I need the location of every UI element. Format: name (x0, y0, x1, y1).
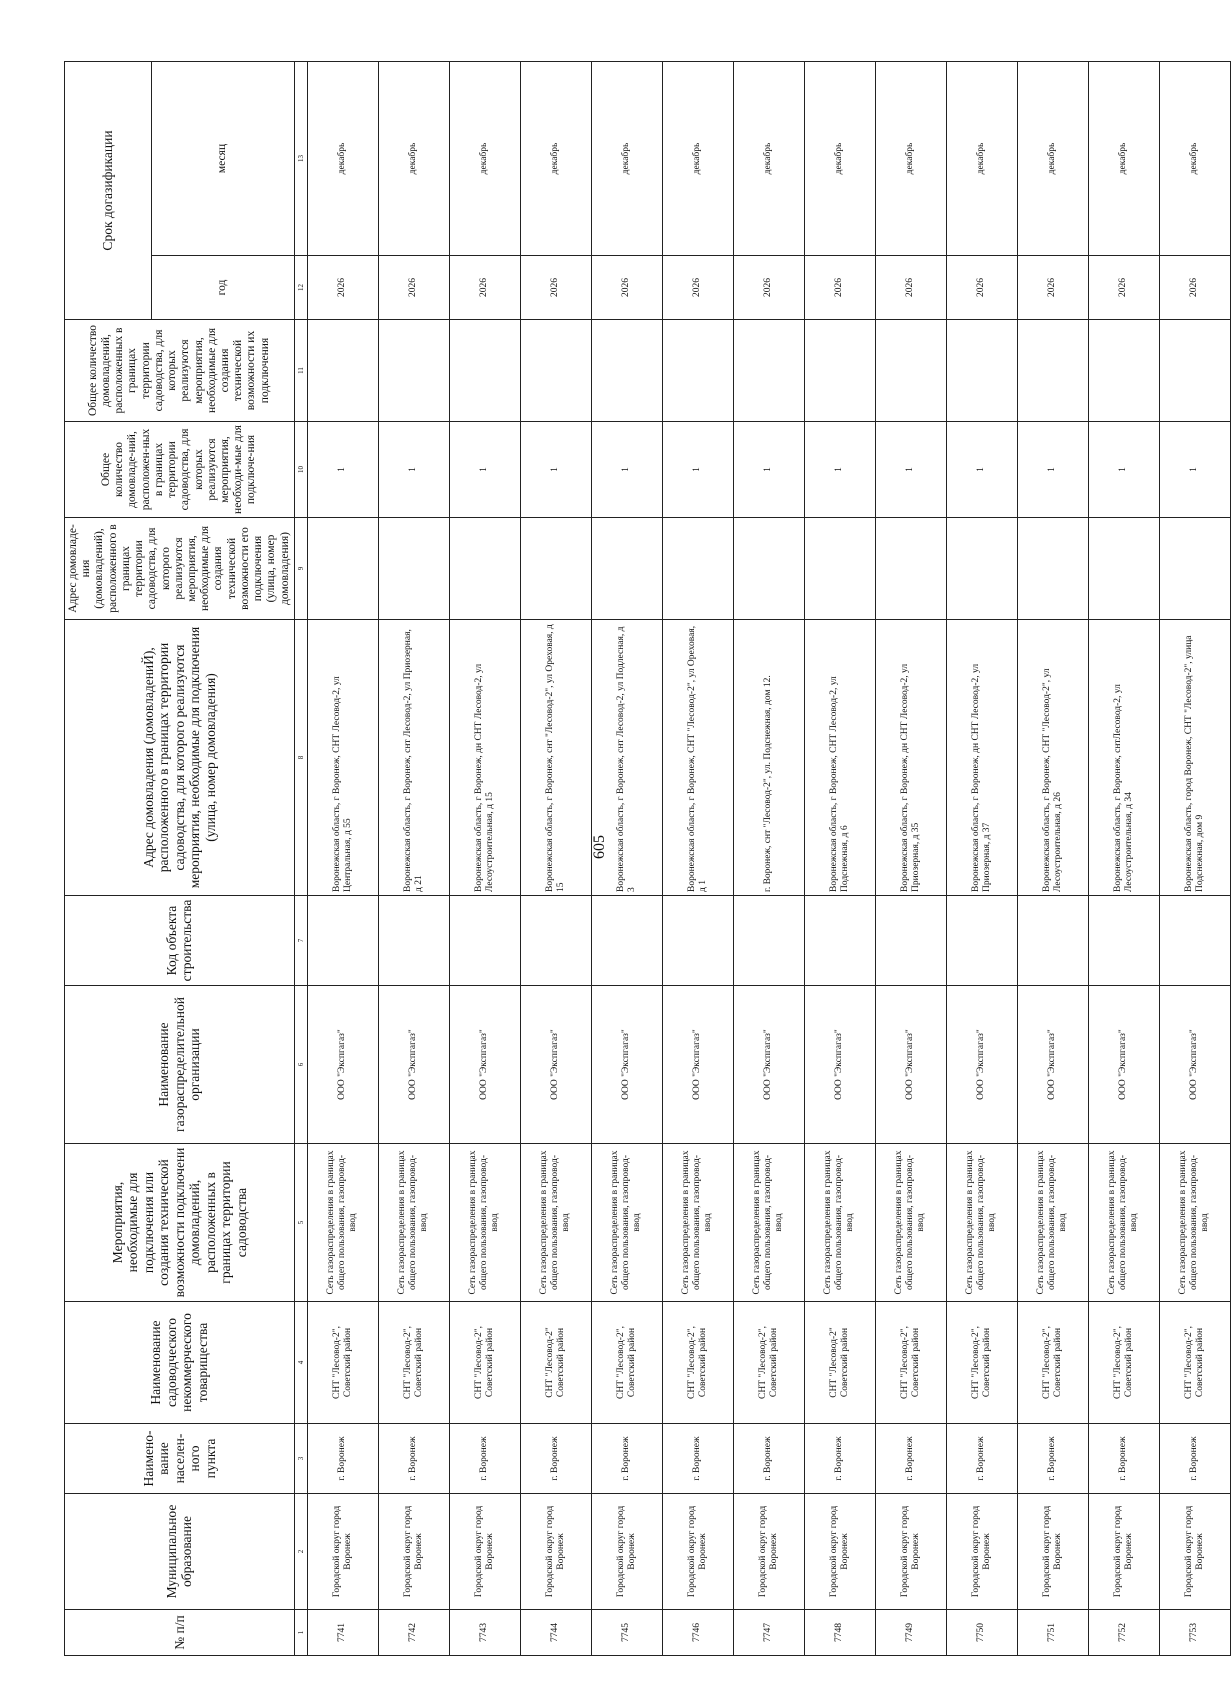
address-technical-cell (946, 518, 1017, 620)
count-technical-cell (946, 320, 1017, 422)
object-code-cell (449, 896, 520, 986)
gas-org-cell: ООО "Экспгагаз" (591, 986, 662, 1144)
address-technical-cell (591, 518, 662, 620)
count-technical-cell (733, 320, 804, 422)
month-cell: декабрь (733, 61, 804, 255)
measures-cell: Сеть газораспределения в границах общего пользования, газопровод-ввод (378, 1144, 449, 1302)
municipality-cell: Городской округ город Воронеж (1017, 1494, 1088, 1610)
address-technical-cell (1159, 518, 1230, 620)
header-year: год (151, 256, 294, 320)
address-technical-cell (1088, 518, 1159, 620)
table-row (307, 61, 378, 1655)
header-count-connection: Общее количество домовладе-ний, расположен-ных в границах территории садоводства, для которых реализуются мероприятия, необходи-мые для подключе-ния (65, 422, 295, 518)
municipality-cell: Городской округ город Воронеж (1088, 1494, 1159, 1610)
measures-cell: Сеть газораспределения в границах общего пользования, газопровод-ввод (307, 1144, 378, 1302)
header-object-code: Код объекта строительства (65, 896, 295, 986)
count-connection-cell: 1 (804, 422, 875, 518)
row-number: 7744 (520, 1610, 591, 1656)
object-code-cell (520, 896, 591, 986)
address-technical-cell (307, 518, 378, 620)
count-technical-cell (1088, 320, 1159, 422)
year-cell: 2026 (946, 256, 1017, 320)
header-settlement: Наимено-вание населен-ного пункта (65, 1424, 295, 1494)
address-cell: Воронежская область, г Воронеж, СНТ "Лесовод-2", ул Ореховая, д 1 (662, 620, 733, 896)
gas-org-cell: ООО "Экспгагаз" (875, 986, 946, 1144)
municipality-cell: Городской округ город Воронеж (449, 1494, 520, 1610)
table-row (1088, 61, 1159, 1655)
header-month: месяц (151, 61, 294, 255)
table-row (662, 61, 733, 1655)
settlement-cell: г. Воронеж (804, 1424, 875, 1494)
month-cell: декабрь (1159, 61, 1230, 255)
gas-org-cell: ООО "Экспгагаз" (1159, 986, 1230, 1144)
settlement-cell: г. Воронеж (591, 1424, 662, 1494)
count-connection-cell: 1 (378, 422, 449, 518)
colnum-12: 12 (294, 256, 307, 320)
gas-org-cell: ООО "Экспгагаз" (946, 986, 1017, 1144)
address-technical-cell (378, 518, 449, 620)
address-cell: Воронежская область, г Воронеж, снтЛесовод-2, ул Лесоустроительная, д 34 (1088, 620, 1159, 896)
address-cell: Воронежская область, г Воронеж, СНТ Лесовод-2, ул Центральная, д 55 (307, 620, 378, 896)
snt-cell: СНТ "Лесовод-2", Советский район (1017, 1302, 1088, 1424)
address-technical-cell (662, 518, 733, 620)
month-cell: декабрь (1088, 61, 1159, 255)
address-cell: Воронежская область, г Воронеж, снт "Лесовод-2", ул Ореховая, д 15 (520, 620, 591, 896)
table-row (875, 61, 946, 1655)
count-connection-cell: 1 (662, 422, 733, 518)
count-connection-cell: 1 (1017, 422, 1088, 518)
settlement-cell: г. Воронеж (1088, 1424, 1159, 1494)
object-code-cell (946, 896, 1017, 986)
municipality-cell: Городской округ город Воронеж (733, 1494, 804, 1610)
address-cell: Воронежская область, г Воронеж, снт Лесовод-2, ул Подлесная, д 3 (591, 620, 662, 896)
header-measures: Мероприятия, необходимые для подключения или создания технической возможности подключени домовладений, расположенных в границах территории садоводства (65, 1144, 295, 1302)
count-connection-cell: 1 (875, 422, 946, 518)
table-row (733, 61, 804, 1655)
year-cell: 2026 (1159, 256, 1230, 320)
count-connection-cell: 1 (1088, 422, 1159, 518)
snt-cell: СНТ "Лесовод-2", Советский район (733, 1302, 804, 1424)
gas-org-cell: ООО "Экспгагаз" (307, 986, 378, 1144)
colnum-9: 9 (294, 518, 307, 620)
row-number: 7745 (591, 1610, 662, 1656)
snt-cell: СНТ "Лесовод-2", Советский район (1088, 1302, 1159, 1424)
address-cell: Воронежская область, г Воронеж, СНТ Лесовод-2, ул Подснежная, д 6 (804, 620, 875, 896)
address-technical-cell (449, 518, 520, 620)
settlement-cell: г. Воронеж (449, 1424, 520, 1494)
gas-org-cell: ООО "Экспгагаз" (733, 986, 804, 1144)
count-technical-cell (1017, 320, 1088, 422)
measures-cell: Сеть газораспределения в границах общего пользования, газопровод-ввод (1088, 1144, 1159, 1302)
colnum-7: 7 (294, 896, 307, 986)
municipality-cell: Городской округ город Воронеж (804, 1494, 875, 1610)
month-cell: декабрь (1017, 61, 1088, 255)
month-cell: декабрь (591, 61, 662, 255)
municipality-cell: Городской округ город Воронеж (378, 1494, 449, 1610)
snt-cell: СНТ "Лесовод-2", Советский район (1159, 1302, 1230, 1424)
year-cell: 2026 (662, 256, 733, 320)
address-technical-cell (520, 518, 591, 620)
snt-cell: СНТ "Лесовод-2" Советский район (520, 1302, 591, 1424)
address-technical-cell (875, 518, 946, 620)
object-code-cell (662, 896, 733, 986)
measures-cell: Сеть газораспределения в границах общего пользования, газопровод-ввод (1159, 1144, 1230, 1302)
table-body (307, 61, 1230, 1655)
colnum-2: 2 (294, 1494, 307, 1610)
address-technical-cell (1017, 518, 1088, 620)
measures-cell: Сеть газораспределения в границах общего пользования, газопровод-ввод (520, 1144, 591, 1302)
colnum-10: 10 (294, 422, 307, 518)
count-connection-cell: 1 (449, 422, 520, 518)
row-number: 7741 (307, 1610, 378, 1656)
address-technical-cell (733, 518, 804, 620)
snt-cell: СНТ "Лесовод-2" Советский район (804, 1302, 875, 1424)
row-number: 7752 (1088, 1610, 1159, 1656)
table-row (1017, 61, 1088, 1655)
settlement-cell: г. Воронеж (378, 1424, 449, 1494)
municipality-cell: Городской округ город Воронеж (875, 1494, 946, 1610)
row-number: 7746 (662, 1610, 733, 1656)
year-cell: 2026 (449, 256, 520, 320)
gas-org-cell: ООО "Экспгагаз" (804, 986, 875, 1144)
colnum-11: 11 (294, 320, 307, 422)
row-number: 7742 (378, 1610, 449, 1656)
year-cell: 2026 (875, 256, 946, 320)
settlement-cell: г. Воронеж (875, 1424, 946, 1494)
settlement-cell: г. Воронеж (307, 1424, 378, 1494)
snt-cell: СНТ "Лесовод-2", Советский район (378, 1302, 449, 1424)
measures-cell: Сеть газораспределения в границах общего пользования, газопровод-ввод (662, 1144, 733, 1302)
colnum-3: 3 (294, 1424, 307, 1494)
table-row (449, 61, 520, 1655)
rotated-table-container (64, 62, 1211, 1656)
object-code-cell (804, 896, 875, 986)
address-cell: Воронежская область, г Воронеж, дн СНТ Лесовод-2, ул Приозерная, д 35 (875, 620, 946, 896)
month-cell: декабрь (307, 61, 378, 255)
address-cell: Воронежская область, г Воронеж, снт Лесовод-2, ул Приозерная, д 21 (378, 620, 449, 896)
count-technical-cell (1159, 320, 1230, 422)
header-count-technical: Общее количество домовладений, расположенных в границах территории садоводства, для которых реализуются мероприятия, необходимые для создания технической возможности их подключения (65, 320, 295, 422)
snt-cell: СНТ "Лесовод-2", Советский район (449, 1302, 520, 1424)
address-cell: Воронежская область, г Воронеж, дн СНТ Лесовод-2, ул Приозерная, д 37 (946, 620, 1017, 896)
row-number: 7749 (875, 1610, 946, 1656)
row-number: 7748 (804, 1610, 875, 1656)
measures-cell: Сеть газораспределения в границах общего пользования, газопровод-ввод (875, 1144, 946, 1302)
address-cell: г. Воронеж, снт "Лесовод-2", ул. Подснежная, дом 12. (733, 620, 804, 896)
column-number-row (294, 61, 307, 1655)
municipality-cell: Городской округ город Воронеж (946, 1494, 1017, 1610)
settlement-cell: г. Воронеж (1159, 1424, 1230, 1494)
gas-org-cell: ООО "Экспгагаз" (449, 986, 520, 1144)
settlement-cell: г. Воронеж (733, 1424, 804, 1494)
count-connection-cell: 1 (520, 422, 591, 518)
object-code-cell (591, 896, 662, 986)
month-cell: декабрь (662, 61, 733, 255)
count-technical-cell (804, 320, 875, 422)
year-cell: 2026 (591, 256, 662, 320)
month-cell: декабрь (875, 61, 946, 255)
count-connection-cell: 1 (733, 422, 804, 518)
gasification-table (64, 61, 1231, 1656)
snt-cell: СНТ "Лесовод-2", Советский район (307, 1302, 378, 1424)
month-cell: декабрь (520, 61, 591, 255)
year-cell: 2026 (1017, 256, 1088, 320)
year-cell: 2026 (1088, 256, 1159, 320)
row-number: 7747 (733, 1610, 804, 1656)
municipality-cell: Городской округ город Воронеж (591, 1494, 662, 1610)
gas-org-cell: ООО "Экспгагаз" (1017, 986, 1088, 1144)
table-row (591, 61, 662, 1655)
row-number: 7743 (449, 1610, 520, 1656)
header-address-connection: Адрес домовладения (домовладениЙ), расположенного в границах территории садоводства, для которого реализуются мероприятия, необходимые для подключения (улица, номер домовладения) (65, 620, 295, 896)
colnum-4: 4 (294, 1302, 307, 1424)
year-cell: 2026 (804, 256, 875, 320)
address-technical-cell (804, 518, 875, 620)
row-number: 7751 (1017, 1610, 1088, 1656)
measures-cell: Сеть газораспределения в границах общего пользования, газопровод-ввод (449, 1144, 520, 1302)
object-code-cell (875, 896, 946, 986)
count-technical-cell (591, 320, 662, 422)
month-cell: декабрь (804, 61, 875, 255)
colnum-8: 8 (294, 620, 307, 896)
month-cell: декабрь (449, 61, 520, 255)
municipality-cell: Городской округ город Воронеж (307, 1494, 378, 1610)
object-code-cell (1017, 896, 1088, 986)
month-cell: декабрь (378, 61, 449, 255)
measures-cell: Сеть газораспределения в границах общего пользования, газопровод-ввод (1017, 1144, 1088, 1302)
count-connection-cell: 1 (591, 422, 662, 518)
gas-org-cell: ООО "Экспгагаз" (1088, 986, 1159, 1144)
measures-cell: Сеть газораспределения в границах общего пользования, газопровод-ввод (591, 1144, 662, 1302)
measures-cell: Сеть газораспределения в границах общего пользования, газопровод-ввод (946, 1144, 1017, 1302)
settlement-cell: г. Воронеж (662, 1424, 733, 1494)
count-technical-cell (520, 320, 591, 422)
page-number: 605 (591, 835, 608, 859)
object-code-cell (733, 896, 804, 986)
object-code-cell (378, 896, 449, 986)
measures-cell: Сеть газораспределения в границах общего пользования, газопровод-ввод (804, 1144, 875, 1302)
gas-org-cell: ООО "Экспгагаз" (662, 986, 733, 1144)
snt-cell: СНТ "Лесовод-2", Советский район (946, 1302, 1017, 1424)
object-code-cell (307, 896, 378, 986)
object-code-cell (1159, 896, 1230, 986)
address-cell: Воронежская область, город Воронеж, СНТ "Лесовод-2", улица Подснежная, дом 9 (1159, 620, 1230, 896)
count-technical-cell (875, 320, 946, 422)
settlement-cell: г. Воронеж (946, 1424, 1017, 1494)
colnum-1: 1 (294, 1610, 307, 1656)
municipality-cell: Городской округ город Воронеж (662, 1494, 733, 1610)
count-technical-cell (449, 320, 520, 422)
year-cell: 2026 (307, 256, 378, 320)
month-cell: декабрь (946, 61, 1017, 255)
year-cell: 2026 (733, 256, 804, 320)
year-cell: 2026 (520, 256, 591, 320)
count-connection-cell: 1 (946, 422, 1017, 518)
year-cell: 2026 (378, 256, 449, 320)
count-connection-cell: 1 (307, 422, 378, 518)
header-snt: Наименование садоводческого некоммерческого товарищества (65, 1302, 295, 1424)
count-connection-cell: 1 (1159, 422, 1230, 518)
header-gas-org: Наименование газораспределительной организации (65, 986, 295, 1144)
header-address-technical: Адрес домовладе-ния (домовладений), расположенного в границах территории садоводства, для которого реализуются мероприятия, необходимые для создания технической возможности его подключения (улица, номер домовладения) (65, 518, 295, 620)
header-deadline: Срок догазификации (65, 61, 152, 319)
table-row (378, 61, 449, 1655)
gas-org-cell: ООО "Экспгагаз" (520, 986, 591, 1144)
colnum-5: 5 (294, 1144, 307, 1302)
municipality-cell: Городской округ город Воронеж (520, 1494, 591, 1610)
colnum-13: 13 (294, 61, 307, 255)
count-technical-cell (662, 320, 733, 422)
address-cell: Воронежская область, г Воронеж, СНТ "Лесовод-2", ул Лесоустроительная, д 26 (1017, 620, 1088, 896)
table-row (1159, 61, 1230, 1655)
header-row-top (65, 61, 152, 1655)
snt-cell: СНТ "Лесовод-2", Советский район (591, 1302, 662, 1424)
municipality-cell: Городской округ город Воронеж (1159, 1494, 1230, 1610)
count-technical-cell (378, 320, 449, 422)
settlement-cell: г. Воронеж (1017, 1424, 1088, 1494)
header-municipality: Муниципальное образование (65, 1494, 295, 1610)
table-row (520, 61, 591, 1655)
colnum-6: 6 (294, 986, 307, 1144)
header-number: № п/п (65, 1610, 295, 1656)
gas-org-cell: ООО "Экспгагаз" (378, 986, 449, 1144)
object-code-cell (1088, 896, 1159, 986)
snt-cell: СНТ "Лесовод-2", Советский район (875, 1302, 946, 1424)
row-number: 7750 (946, 1610, 1017, 1656)
count-technical-cell (307, 320, 378, 422)
address-cell: Воронежская область, г Воронеж, дн СНТ Лесовод-2, ул Лесоустроительная, д 15 (449, 620, 520, 896)
settlement-cell: г. Воронеж (520, 1424, 591, 1494)
table-row (804, 61, 875, 1655)
row-number: 7753 (1159, 1610, 1230, 1656)
measures-cell: Сеть газораспределения в границах общего пользования, газопровод-ввод (733, 1144, 804, 1302)
table-row (946, 61, 1017, 1655)
snt-cell: СНТ "Лесовод-2", Советский район (662, 1302, 733, 1424)
